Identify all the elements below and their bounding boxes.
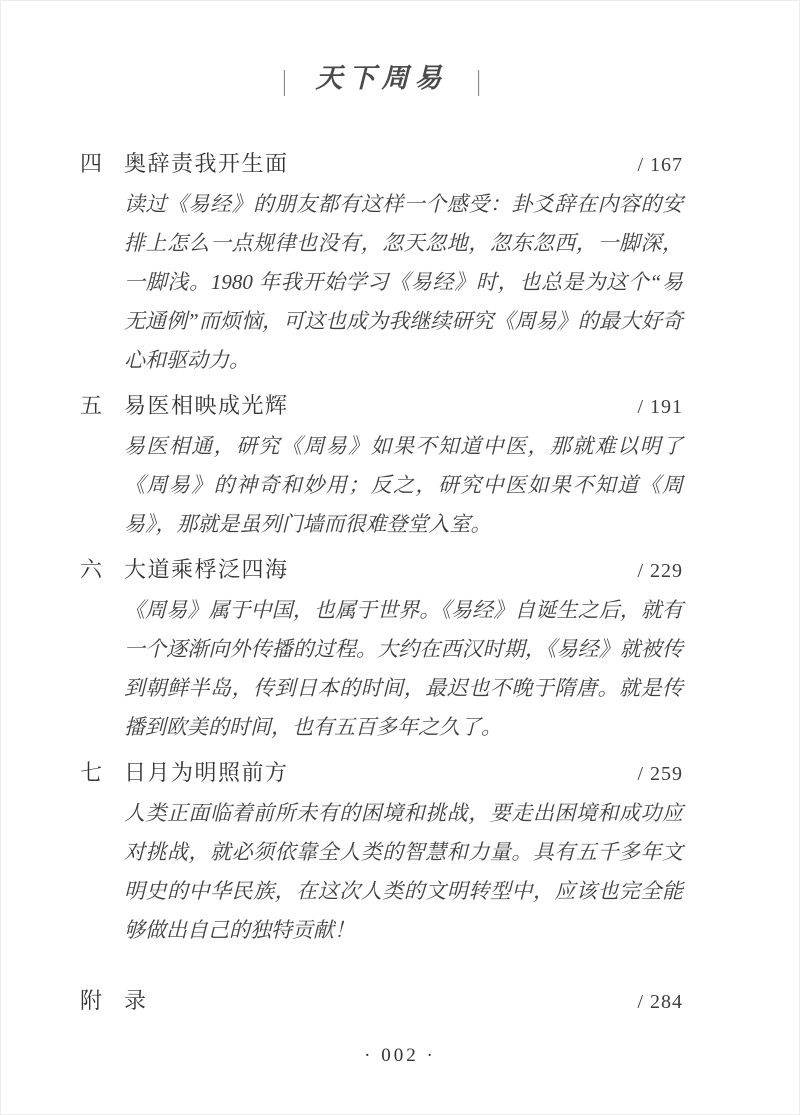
toc-entry-7	[80, 754, 683, 950]
toc-entry-head	[80, 387, 683, 426]
toc-entry-head	[80, 145, 683, 184]
toc-entry-4	[80, 145, 683, 380]
chapter-page-number: / 259	[637, 763, 683, 785]
chapter-number: 四	[80, 151, 104, 176]
toc-entry-head	[80, 982, 683, 1021]
chapter-title: 奥辞责我开生面	[124, 151, 289, 176]
book-title: 天下周易	[315, 63, 448, 93]
header-divider-left: |	[282, 64, 287, 96]
table-of-contents	[80, 145, 683, 1021]
running-head	[80, 60, 683, 99]
toc-entry-head	[80, 551, 683, 590]
chapter-page-number: / 229	[637, 560, 683, 582]
appendix-label-first-char: 附	[80, 988, 104, 1013]
chapter-page-number: / 284	[637, 991, 683, 1013]
chapter-number: 五	[80, 393, 104, 418]
toc-entry-head	[80, 754, 683, 793]
chapter-summary: 易医相通，研究《周易》如果不知道中医，那就难以明了《周易》的神奇和妙用；反之，研究中医如果不知道《周易》，那就是虽列门墙而很难登堂入室。	[124, 434, 683, 536]
toc-entry-5	[80, 387, 683, 544]
chapter-title: 日月为明照前方	[124, 760, 289, 785]
chapter-page-number: / 167	[637, 154, 683, 176]
toc-entry-6	[80, 551, 683, 747]
chapter-number: 七	[80, 760, 104, 785]
header-divider-right: |	[476, 64, 481, 96]
toc-entry-appendix	[80, 982, 683, 1021]
chapter-summary: 人类正面临着前所未有的困境和挑战，要走出困境和成功应对挑战，就必须依靠全人类的智慧和力量。具有五千多年文明史的中华民族，在这次人类的文明转型中，应该也完全能够做出自己的独特贡献！	[124, 801, 683, 942]
chapter-summary: 读过《易经》的朋友都有这样一个感受：卦爻辞在内容的安排上怎么一点规律也没有，忽天忽地，忽东忽西，一脚深，一脚浅。1980 年我开始学习《易经》时，也总是为这个“易无通例”而烦恼，可这也成为我继续研究《周易》的最大好奇心和驱动力。	[124, 192, 683, 372]
chapter-page-number: / 191	[637, 396, 683, 418]
page-folio: · 002 ·	[364, 1045, 436, 1066]
chapter-number: 六	[80, 557, 104, 582]
chapter-title: 大道乘桴泛四海	[124, 557, 289, 582]
appendix-label-second-char: 录	[124, 988, 148, 1013]
chapter-title: 易医相映成光辉	[124, 393, 289, 418]
chapter-summary: 《周易》属于中国，也属于世界。《易经》自诞生之后，就有一个逐渐向外传播的过程。大约在西汉时期，《易经》就被传到朝鲜半岛，传到日本的时间，最迟也不晚于隋唐。就是传播到欧美的时间，也有五百多年之久了。	[124, 598, 683, 739]
